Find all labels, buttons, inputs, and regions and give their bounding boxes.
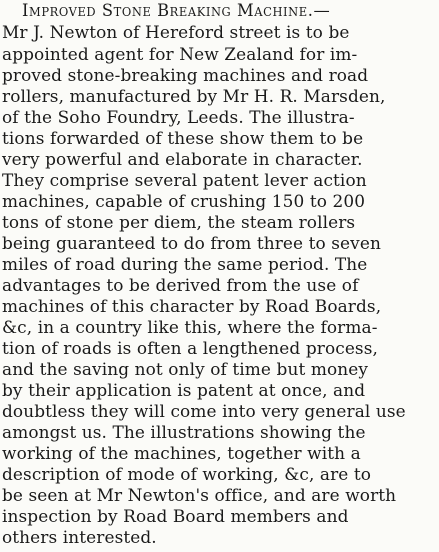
article-line: by their application is patent at once, and [2,381,366,401]
article-line: very powerful and elaborate in character. [2,150,363,170]
article-line: tions forwarded of these show them to be [2,129,364,149]
article-headline: Improved Stone Breaking Machine.— [22,1,331,21]
article-line: of the Soho Foundry, Leeds. The illustra- [2,108,355,128]
article-line: They comprise several patent lever action [2,171,367,191]
article-line: advantages to be derived from the use of [2,276,359,296]
article-line: others interested. [2,528,157,548]
article-line: Mr J. Newton of Hereford street is to be [2,23,350,43]
article-line: miles of road during the same period. The [2,255,368,275]
article-line: description of mode of working, &c, are to [2,465,372,485]
article-line: appointed agent for New Zealand for im- [2,45,358,65]
article-line: machines, capable of crushing 150 to 200 [2,192,366,212]
article-line: tons of stone per diem, the steam rollers [2,213,356,233]
article-line: amongst us. The illustrations showing the [2,423,366,443]
article-line: &c, in a country like this, where the forma- [2,318,378,338]
article-line: be seen at Mr Newton's office, and are worth [2,486,397,506]
article-line: doubtless they will come into very general use [2,402,406,422]
article-line: rollers, manufactured by Mr H. R. Marsden, [2,87,386,107]
article-line: working of the machines, together with a [2,444,361,464]
article-line: proved stone-breaking machines and road [2,66,369,86]
article-line: being guaranteed to do from three to seven [2,234,381,254]
article-line: and the saving not only of time but money [2,360,369,380]
article-line: tion of roads is often a lengthened process, [2,339,378,359]
article-line: inspection by Road Board members and [2,507,349,527]
article-line: machines of this character by Road Boards, [2,297,382,317]
